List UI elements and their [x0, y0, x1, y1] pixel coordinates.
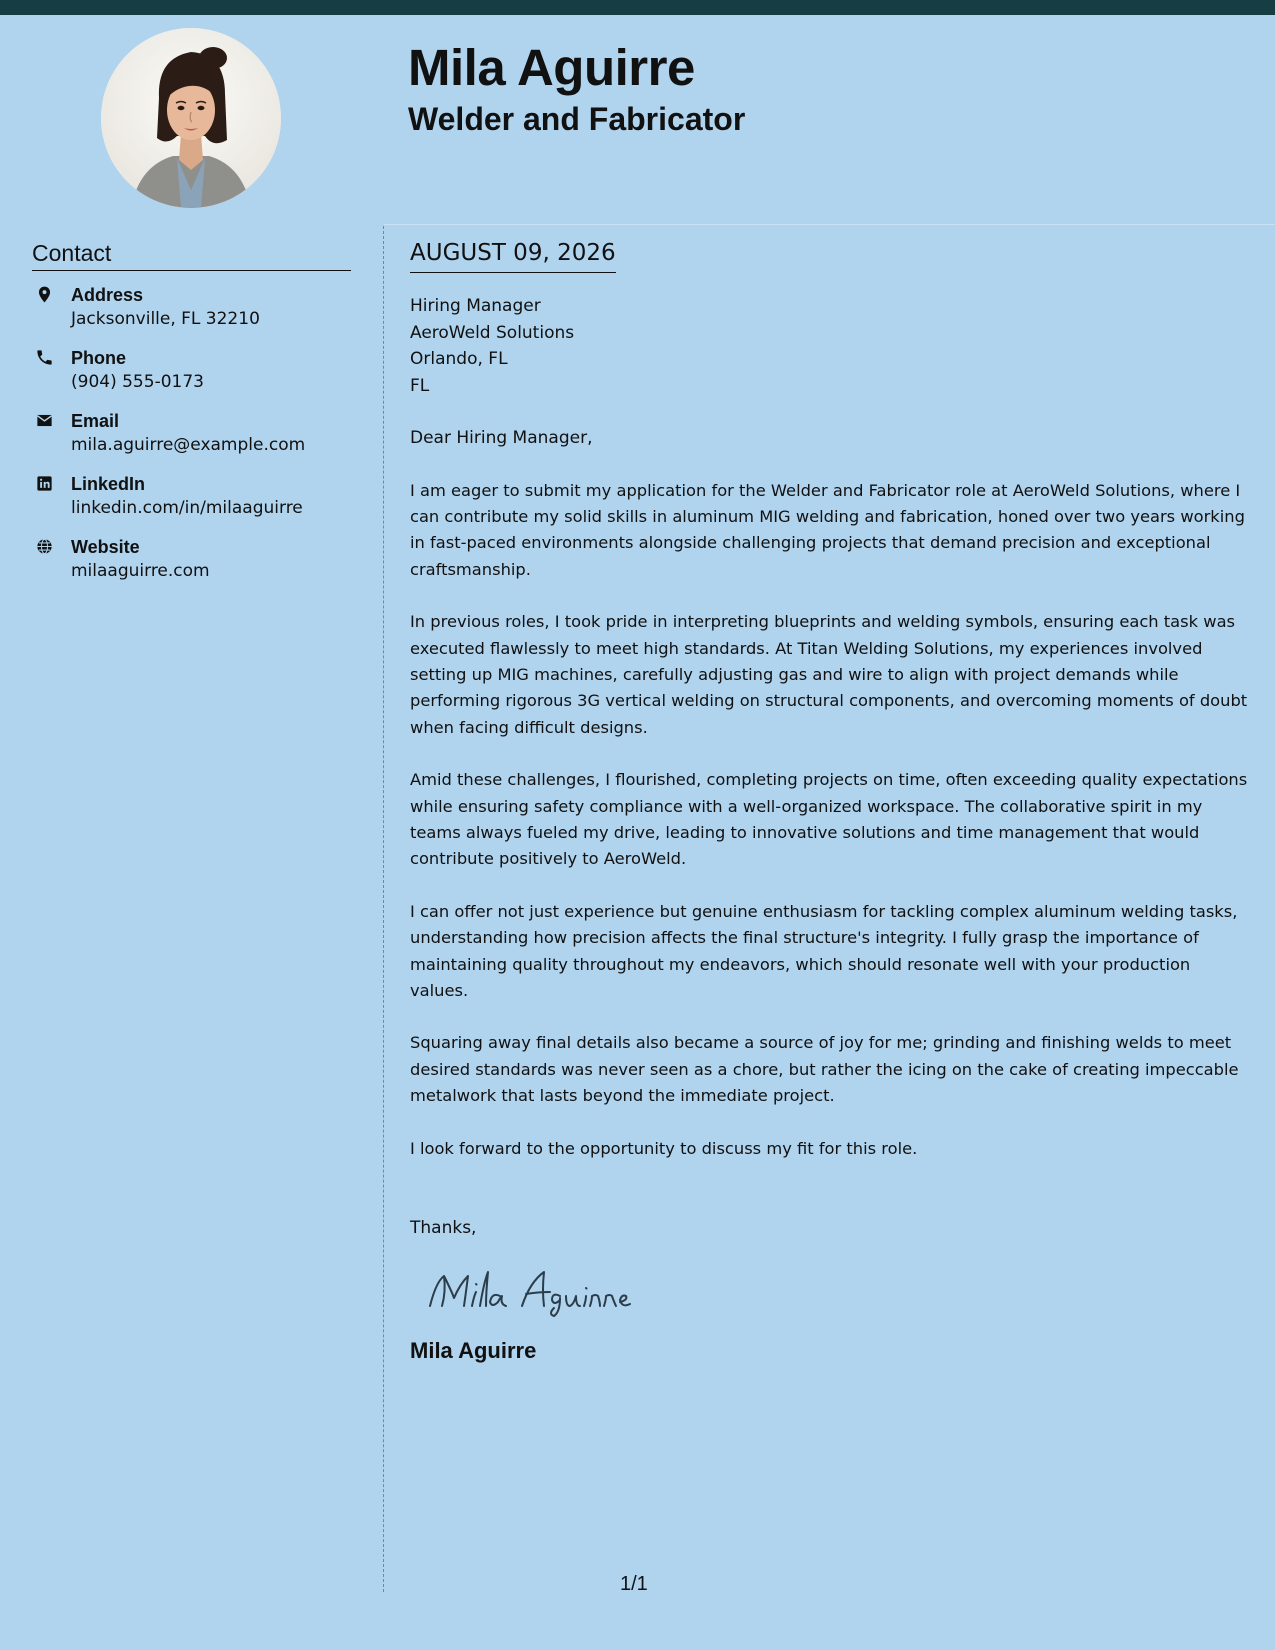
contact-phone — [32, 346, 351, 394]
page-number: 1/1 — [620, 1573, 648, 1595]
header-divider — [384, 224, 1275, 225]
letter-paragraph: I can offer not just experience but genuine enthusiasm for tackling complex aluminum welding tasks, understanding how precision affects the final structure's integrity. I fully grasp the importance of maintaining quality throughout my endeavors, which should resonate well with your production values. — [410, 901, 1238, 1000]
sidebar — [32, 240, 351, 598]
letter-paragraph: Amid these challenges, I flourished, completing projects on time, often exceeding quality expectations while ensuring safety compliance with a well-organized workspace. The collaborative spirit in my teams always fueled my drive, leading to innovative solutions and time management that would contribute positively to AeroWeld. — [410, 770, 1248, 869]
contact-address — [32, 283, 351, 331]
greeting: Dear Hiring Manager, — [410, 428, 593, 448]
contact-label: Phone — [71, 348, 127, 368]
contact-value: (904) 555-0173 — [71, 372, 204, 392]
top-accent-bar — [0, 0, 1275, 15]
handwritten-signature — [426, 1262, 666, 1318]
envelope-icon — [35, 411, 54, 430]
recipient-line: FL — [410, 375, 430, 396]
contact-value[interactable]: milaaguirre.com — [71, 561, 210, 581]
cover-letter-body — [410, 240, 1250, 1364]
contact-label: Email — [71, 411, 120, 431]
candidate-name: Mila Aguirre — [408, 39, 695, 96]
contact-heading: Contact — [32, 240, 351, 271]
profile-photo — [101, 28, 281, 208]
letter-date: AUGUST 09, 2026 — [410, 240, 616, 273]
letter-paragraph: I am eager to submit my application for the Welder and Fabricator role at AeroWeld Solutions, where I can contribute my solid skills in aluminum MIG welding and fabrication, honed over two years working in fast-paced environments alongside challenging projects that demand precision and exceptional craftsmanship. — [410, 480, 1245, 579]
contact-website — [32, 535, 351, 583]
column-divider — [383, 226, 384, 1592]
contact-value[interactable]: mila.aguirre@example.com — [71, 435, 306, 455]
map-pin-icon — [35, 285, 54, 304]
contact-label: LinkedIn — [71, 474, 146, 494]
recipient-line: Orlando, FL — [410, 349, 508, 369]
recipient-block — [410, 293, 1250, 399]
recipient-line: AeroWeld Solutions — [410, 322, 575, 343]
letter-paragraph: I look forward to the opportunity to discuss my fit for this role. — [410, 1138, 918, 1158]
linkedin-icon — [35, 474, 54, 493]
contact-label: Website — [71, 537, 140, 557]
phone-icon — [35, 348, 54, 367]
contact-email — [32, 409, 351, 457]
contact-value: Jacksonville, FL 32210 — [71, 309, 260, 329]
candidate-title: Welder and Fabricator — [408, 101, 746, 137]
contact-label: Address — [71, 285, 144, 305]
contact-linkedin — [32, 472, 351, 520]
globe-icon — [35, 537, 54, 556]
signed-name: Mila Aguirre — [410, 1337, 537, 1363]
letter-paragraph: Squaring away final details also became a source of joy for me; grinding and finishing welds to meet desired standards was never seen as a chore, but rather the icing on the cake of creating impeccable metalwork that lasts beyond the immediate project. — [410, 1033, 1239, 1106]
contact-value[interactable]: linkedin.com/in/milaaguirre — [71, 498, 303, 518]
letter-paragraph: In previous roles, I took pride in interpreting blueprints and welding symbols, ensuring each task was executed flawlessly to meet high standards. At Titan Welding Solutions, my experiences involved setting up MIG machines, carefully adjusting gas and wire to align with project demands while performing rigorous 3G vertical welding on structural components, and overcoming moments of doubt when facing difficult designs. — [410, 612, 1248, 737]
recipient-line: Hiring Manager — [410, 296, 541, 316]
closing: Thanks, — [410, 1218, 477, 1239]
